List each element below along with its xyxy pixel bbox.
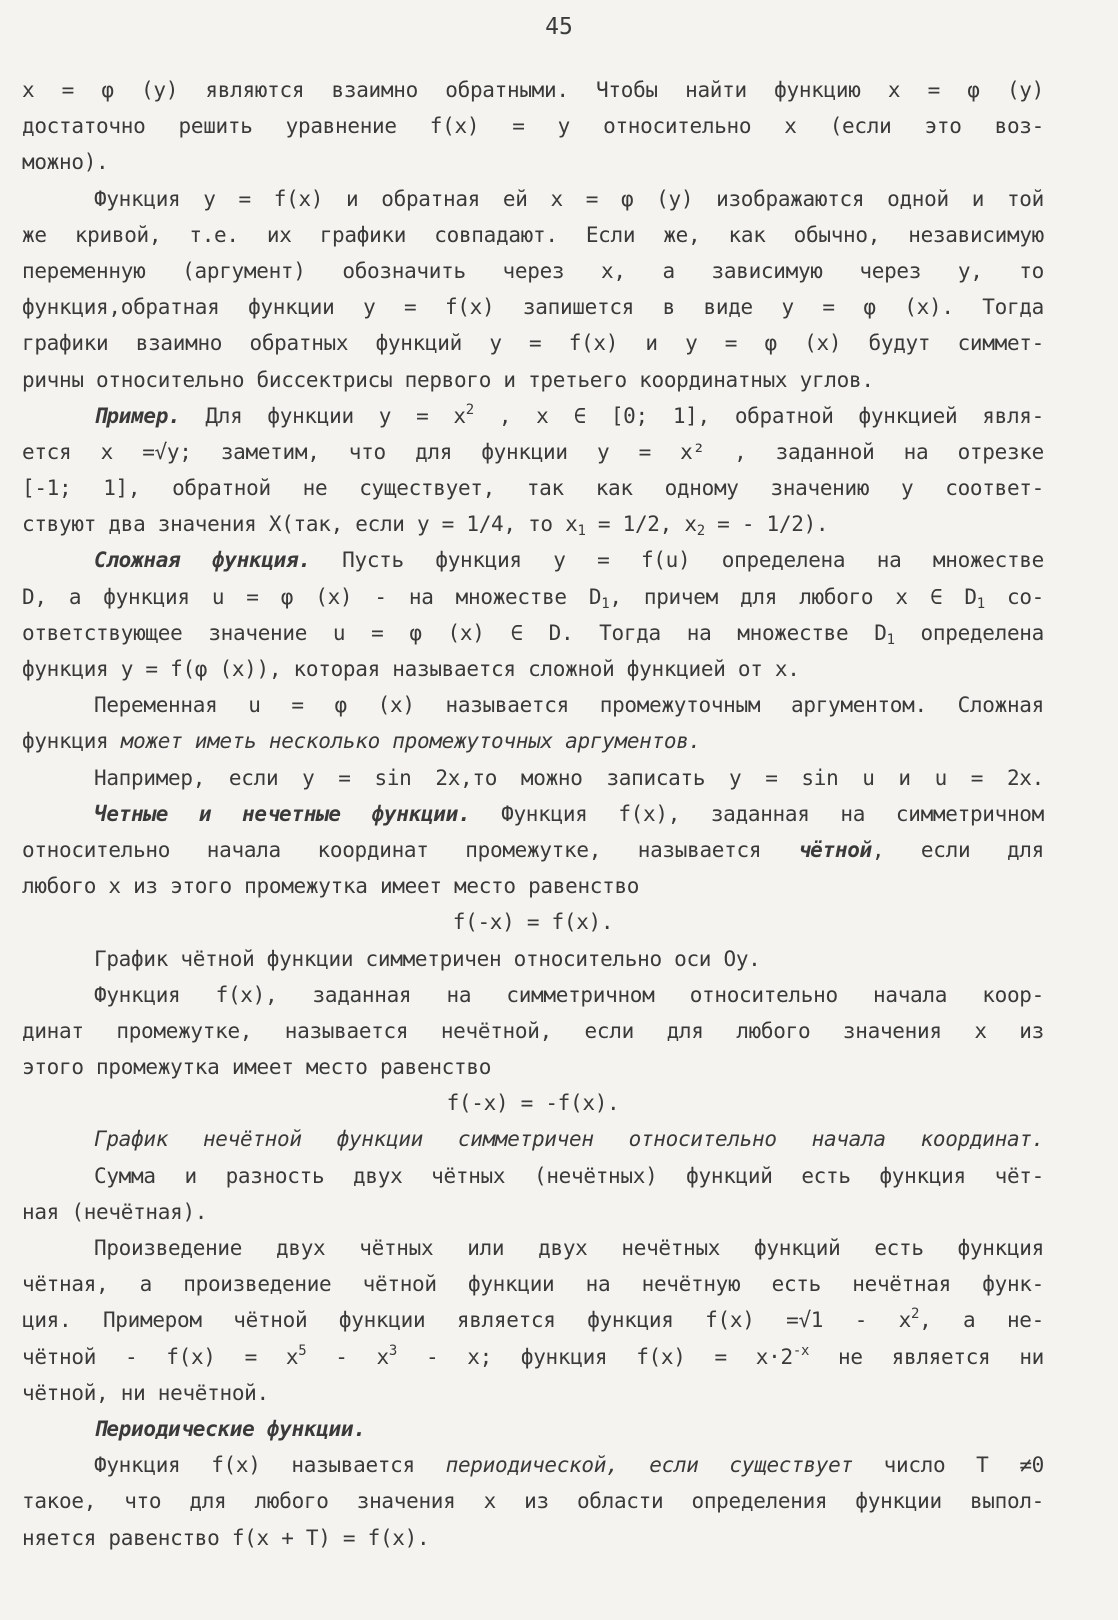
text-segment: ствуют два значения X(так, если y = 1/4, то x (22, 512, 578, 537)
superscript: 3 (388, 1342, 398, 1359)
text-segment: = - 1/2). (704, 512, 829, 537)
text-line: Функция f(x), заданная на симметричном относительно начала коор- (94, 982, 1044, 1007)
superscript: 5 (298, 1342, 307, 1359)
text-line (22, 723, 1044, 759)
text-line: достаточно решить уравнение f(x) = y относительно x (если это воз- (22, 114, 1044, 139)
text-line (22, 615, 1044, 651)
text-segment: , причем для любого x ∈ D (609, 584, 977, 609)
text-segment: функция (22, 729, 121, 754)
text-line: Например, если y = sin 2x,то можно записать y = sin u и u = 2x. (94, 765, 1044, 790)
emphasis: Четные и нечетные функции. (94, 801, 471, 826)
text-line: няется равенство f(x + T) = f(x). (22, 1525, 430, 1550)
text-line: Переменная u = φ (x) называется промежуточным аргументом. Сложная (94, 693, 1044, 718)
text-segment: чётной - f(x) = x (22, 1344, 299, 1369)
text-segment: , а не- (919, 1308, 1044, 1333)
emphasis: периодической, если существует (445, 1453, 853, 1478)
text-line (22, 796, 1044, 832)
text-segment: Пусть функция y = f(u) определена на множестве (310, 548, 1044, 573)
text-line: функция y = f(φ (x)), которая называется сложной функцией от x. (22, 657, 800, 681)
text-segment: не является ни (809, 1344, 1044, 1369)
text-segment: число T ≠0 (852, 1453, 1044, 1478)
emphasis: чётной (797, 837, 872, 862)
subscript: 1 (976, 595, 985, 612)
subscript: 1 (601, 595, 610, 612)
text-line: графики взаимно обратных функций y = f(x) и y = φ (x) будут симмет- (22, 331, 1044, 356)
text-line: же кривой, т.е. их графики совпадают. Если же, как обычно, независимую (22, 222, 1044, 247)
text-line: можно). (22, 150, 109, 175)
text-line: Сумма и разность двух чётных (нечётных) функций есть функция чёт- (94, 1163, 1044, 1188)
body-text (22, 72, 1044, 1556)
formula-line: f(-x) = f(x). (452, 910, 614, 935)
text-segment: со- (984, 584, 1044, 609)
text-line: График чётной функции симметричен относительно оси Oy. (94, 946, 761, 971)
text-line (22, 1339, 1044, 1375)
emphasis: Сложная функция. (94, 548, 311, 573)
text-segment: Функция f(x), заданная на симметричном (470, 801, 1044, 826)
text-line: чётной, ни нечётной. (22, 1380, 269, 1405)
text-segment: - x; функция f(x) = x·2 (397, 1344, 793, 1369)
superscript: 2 (910, 1306, 920, 1323)
text-line (22, 579, 1044, 615)
text-line: функция,обратная функции y = f(x) запишется в виде y = φ (x). Тогда (22, 295, 1044, 320)
text-line: Функция y = f(x) и обратная ей x = φ (y) изображаются одной и той (94, 186, 1044, 211)
text-line (22, 398, 1044, 434)
text-line (22, 506, 1044, 542)
text-segment: ответствующее значение u = φ (x) ∈ D. Тогда на множестве D (22, 620, 887, 645)
emphasis: Пример. (94, 403, 181, 428)
text-line (22, 1302, 1044, 1338)
subscript: 2 (696, 523, 705, 540)
formula-line: f(-x) = -f(x). (446, 1091, 620, 1116)
text-segment: , если для (871, 837, 1044, 862)
text-line: График нечётной функции симметричен относительно начала координат. (94, 1127, 1044, 1152)
text-segment: = 1/2, x (585, 512, 697, 537)
subscript: 1 (886, 631, 895, 648)
text-line: динат промежутке, называется нечётной, если для любого значения x из (22, 1018, 1044, 1043)
text-line: ная (нечётная). (22, 1199, 208, 1224)
text-line (22, 1447, 1044, 1483)
text-segment: относительно начала координат промежутке, называется (22, 837, 798, 862)
text-segment: , x ∈ [0; 1], обратной функцией явля- (473, 403, 1044, 428)
page-number: 45 (545, 14, 573, 40)
superscript: 2 (465, 401, 474, 418)
superscript: -x (792, 1342, 810, 1359)
text-segment: ция. Примером чётной функции является функция f(x) =√1 - x (22, 1308, 911, 1333)
text-segment: - x (306, 1344, 389, 1369)
text-segment: Функция f(x) называется (94, 1453, 446, 1478)
text-line: Произведение двух чётных или двух нечётных функций есть функция (94, 1236, 1044, 1260)
text-line: переменную (аргумент) обозначить через x, а зависимую через y, то (22, 258, 1044, 283)
text-line: ется x =√y; заметим, что для функции y = x² , заданной на отрезке (22, 439, 1044, 464)
text-line (22, 832, 1044, 868)
text-segment: определена (894, 620, 1044, 645)
text-line: Периодические функции. (94, 1416, 366, 1441)
text-line: такое, что для любого значения x из области определения функции выпол- (22, 1489, 1044, 1514)
text-segment: D, а функция u = φ (x) - на множестве D (22, 584, 602, 609)
emphasis: может иметь несколько промежуточных аргументов. (120, 729, 701, 754)
text-line: ричны относительно биссектрисы первого и третьего координатных углов. (22, 367, 874, 392)
text-line: любого x из этого промежутка имеет место равенство (22, 874, 640, 899)
text-line: x = φ (y) являются взаимно обратными. Чтобы найти функцию x = φ (y) (22, 78, 1044, 102)
text-line: этого промежутка имеет место равенство (22, 1055, 492, 1080)
subscript: 1 (577, 523, 586, 540)
text-segment: Для функции y = x (180, 403, 466, 428)
text-line: [-1; 1], обратной не существует, так как одному значению y соответ- (22, 476, 1044, 501)
text-line (22, 542, 1044, 578)
text-line: чётная, а произведение чётной функции на нечётную есть нечётная функ- (22, 1272, 1044, 1297)
